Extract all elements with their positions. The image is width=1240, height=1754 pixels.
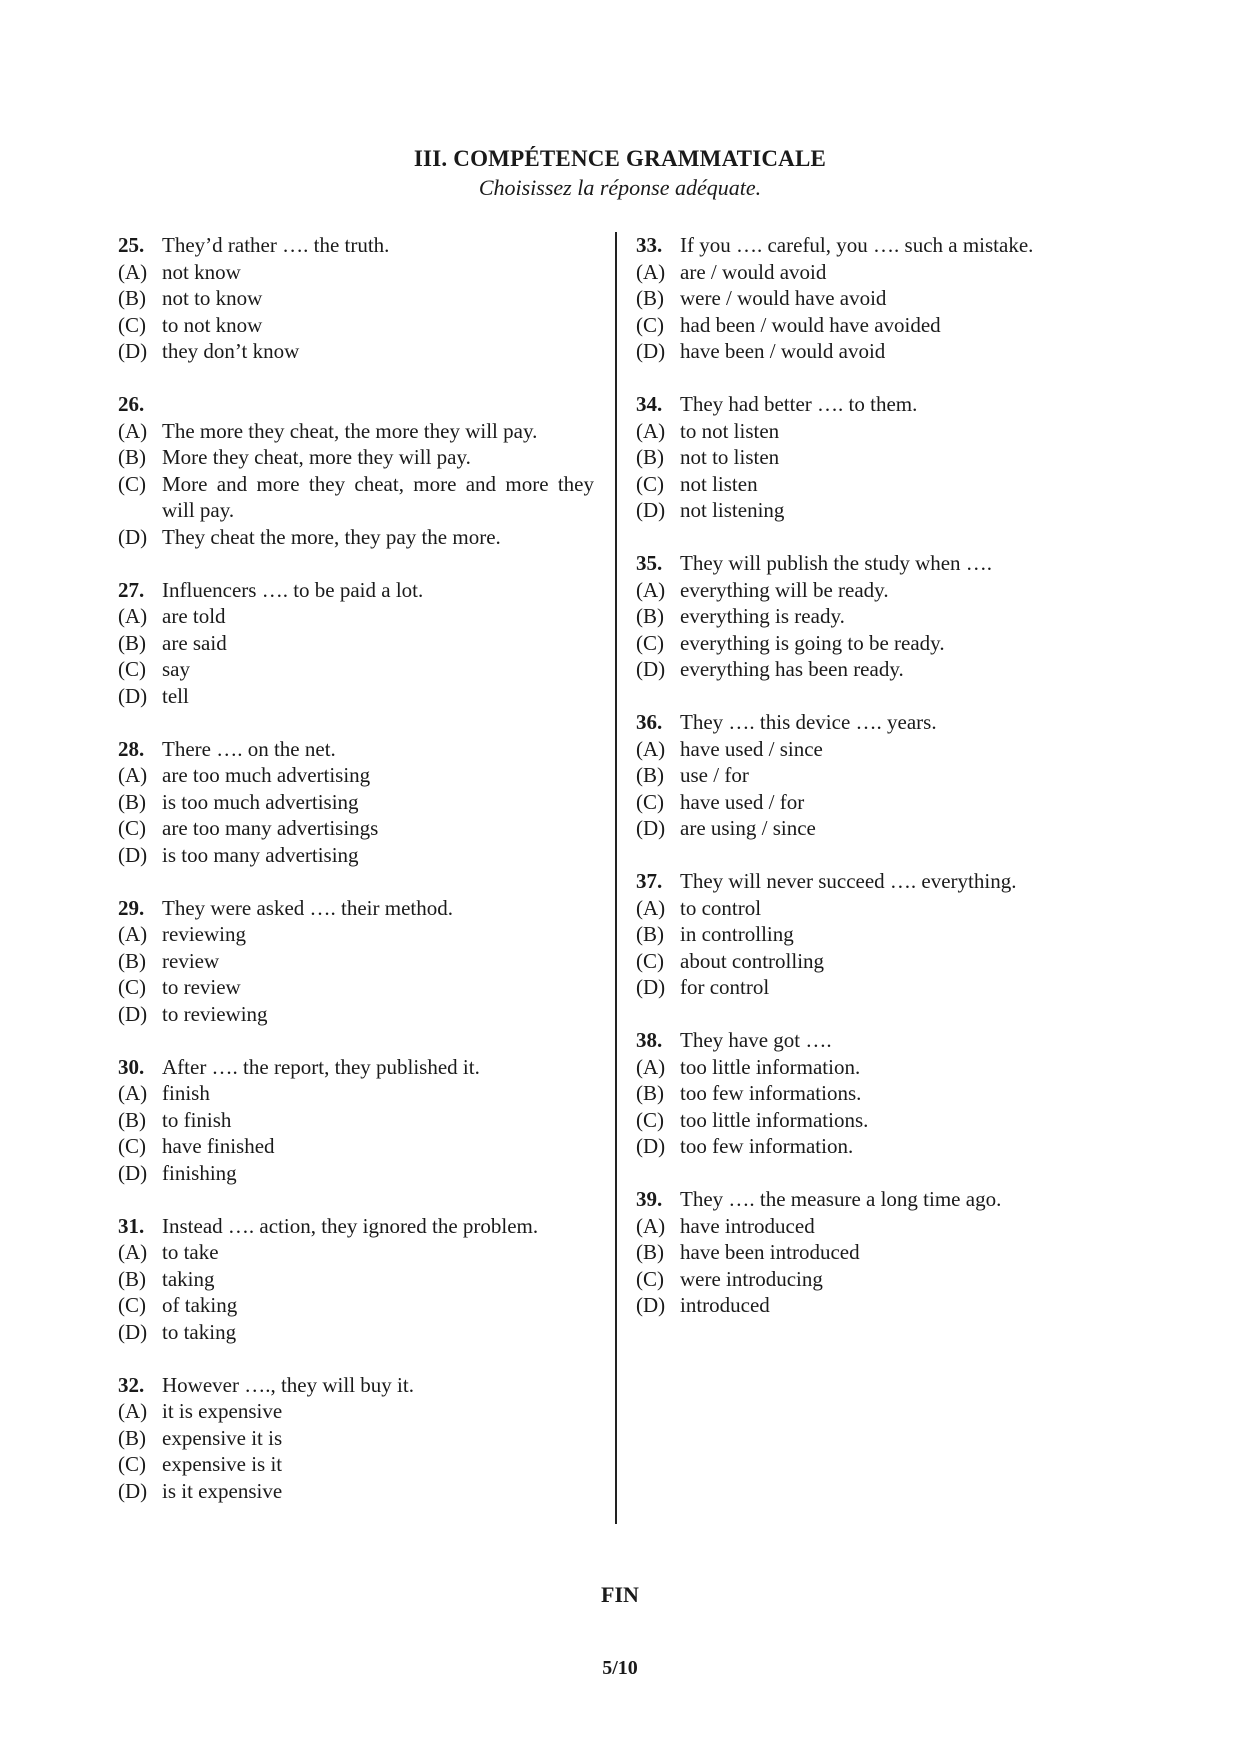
question-number: 27. (118, 577, 145, 602)
question-number: 29. (118, 895, 145, 920)
question-block (636, 232, 1112, 365)
section-header (0, 144, 1240, 202)
option-text: are using / since (680, 816, 816, 840)
option-text: about controlling (680, 948, 825, 973)
answer-option[interactable] (118, 630, 594, 657)
question-number: 35. (636, 551, 663, 575)
option-label: (D) (118, 1001, 148, 1026)
left-question-column (118, 232, 594, 1531)
answer-option[interactable] (636, 815, 1112, 842)
option-text: to taking (162, 1319, 237, 1344)
option-label: (A) (118, 259, 148, 284)
question-number: 30. (118, 1054, 145, 1079)
option-text: are told (162, 604, 226, 628)
option-text: have finished (162, 1134, 275, 1158)
option-label: (D) (118, 524, 148, 549)
question-block (118, 736, 594, 869)
option-label: (C) (118, 312, 146, 337)
option-label: (A) (118, 604, 148, 628)
option-text: everything is going to be ready. (680, 630, 945, 655)
option-label: (D) (636, 1293, 666, 1317)
option-text: review (162, 948, 220, 973)
option-label: (D) (118, 1319, 148, 1344)
answer-option[interactable] (636, 285, 1112, 312)
option-text: not to listen (680, 445, 780, 469)
answer-option[interactable] (636, 948, 1112, 975)
option-text: had been / would have avoided (680, 312, 941, 337)
question-line (636, 868, 1112, 895)
question-stem: They’d rather …. the truth. (162, 233, 390, 257)
question-block (118, 1213, 594, 1346)
option-text: expensive it is (162, 1425, 283, 1450)
section-title: III. COMPÉTENCE GRAMMATICALE (413, 146, 827, 171)
answer-option[interactable] (118, 1451, 594, 1478)
option-text: not to know (162, 286, 263, 310)
question-number: 34. (636, 392, 663, 416)
answer-option[interactable] (118, 1001, 594, 1028)
question-block (636, 709, 1112, 842)
answer-option[interactable] (118, 603, 594, 630)
option-label: (D) (118, 1478, 148, 1503)
answer-option[interactable] (118, 444, 594, 471)
option-text: More they cheat, more they will pay. (162, 445, 471, 469)
answer-option[interactable] (118, 338, 594, 365)
option-text: say (162, 657, 190, 681)
option-label: (B) (636, 763, 664, 787)
option-label: (C) (636, 948, 664, 973)
end-label: FIN (601, 1582, 639, 1607)
option-text: tell (162, 683, 189, 708)
question-stem: After …. the report, they published it. (162, 1054, 480, 1079)
option-text: too few information. (680, 1134, 854, 1158)
option-label: (A) (636, 1213, 666, 1238)
option-label: (A) (636, 259, 666, 284)
option-text: have been introduced (680, 1240, 860, 1264)
question-block (118, 1372, 594, 1505)
answer-option[interactable] (118, 471, 594, 524)
option-label: (C) (118, 471, 146, 496)
question-stem: They had better …. to them. (680, 392, 918, 416)
answer-option[interactable] (118, 1319, 594, 1346)
option-text: have been / would avoid (680, 339, 886, 363)
option-text: to take (162, 1240, 219, 1264)
option-label: (B) (118, 286, 146, 310)
option-text: everything will be ready. (680, 577, 889, 602)
question-block (636, 391, 1112, 524)
option-text: too little informations. (680, 1107, 869, 1132)
answer-option[interactable] (636, 736, 1112, 763)
option-label: (D) (636, 339, 666, 363)
answer-option[interactable] (118, 1239, 594, 1266)
option-label: (C) (118, 1134, 146, 1158)
question-number: 32. (118, 1372, 145, 1397)
answer-option[interactable] (636, 497, 1112, 524)
option-label: (D) (636, 975, 666, 999)
option-text: are / would avoid (680, 259, 827, 284)
option-text: not listen (680, 471, 758, 496)
option-text: to review (162, 975, 241, 999)
answer-option[interactable] (118, 921, 594, 948)
option-text: have introduced (680, 1213, 815, 1238)
question-stem: Instead …. action, they ignored the problem. (162, 1213, 539, 1238)
option-label: (B) (636, 445, 664, 469)
answer-option[interactable] (118, 789, 594, 816)
option-label: (D) (118, 683, 148, 708)
option-label: (B) (636, 604, 664, 628)
answer-option[interactable] (118, 259, 594, 286)
question-stem: Influencers …. to be paid a lot. (162, 577, 424, 602)
answer-option[interactable] (636, 1133, 1112, 1160)
option-text: not know (162, 259, 241, 284)
question-number: 33. (636, 233, 663, 257)
answer-option[interactable] (636, 603, 1112, 630)
option-text: finishing (162, 1160, 237, 1185)
option-text: have used / for (680, 789, 805, 814)
option-text: for control (680, 975, 770, 999)
question-number: 38. (636, 1028, 663, 1052)
answer-option[interactable] (636, 312, 1112, 339)
answer-option[interactable] (636, 444, 1112, 471)
option-label: (A) (118, 1240, 148, 1264)
question-block (118, 232, 594, 365)
question-stem: They will publish the study when …. (680, 551, 993, 575)
answer-option[interactable] (636, 1107, 1112, 1134)
option-label: (D) (636, 816, 666, 840)
option-text: are said (162, 630, 227, 655)
answer-option[interactable] (118, 1425, 594, 1452)
option-text: taking (162, 1266, 215, 1291)
question-number: 39. (636, 1187, 663, 1211)
question-number: 31. (118, 1213, 145, 1238)
question-line (118, 895, 594, 922)
option-text: too few informations. (680, 1081, 862, 1105)
option-text: to control (680, 895, 762, 920)
answer-option[interactable] (636, 921, 1112, 948)
answer-option[interactable] (118, 1107, 594, 1134)
question-block (636, 550, 1112, 683)
answer-option[interactable] (118, 842, 594, 869)
question-stem: If you …. careful, you …. such a mistake. (680, 233, 1034, 257)
option-text: everything has been ready. (680, 657, 904, 681)
answer-option[interactable] (636, 1292, 1112, 1319)
option-label: (D) (118, 339, 148, 363)
option-text: More and more they cheat, more and more they will pay. (162, 471, 594, 522)
option-label: (B) (636, 922, 664, 946)
question-block (118, 1054, 594, 1187)
option-text: introduced (680, 1293, 770, 1317)
option-label: (B) (118, 948, 146, 973)
question-number: 36. (636, 710, 663, 734)
option-label: (C) (636, 471, 664, 496)
answer-option[interactable] (118, 948, 594, 975)
answer-option[interactable] (636, 418, 1112, 445)
option-label: (C) (118, 1452, 146, 1476)
question-stem: However …., they will buy it. (162, 1372, 414, 1397)
question-block (636, 1027, 1112, 1160)
option-label: (B) (636, 1081, 664, 1105)
page-number: 5/10 (602, 1657, 638, 1679)
question-line (118, 577, 594, 604)
answer-option[interactable] (118, 524, 594, 551)
option-label: (A) (118, 922, 148, 946)
option-text: use / for (680, 763, 749, 787)
option-text: is too much advertising (162, 789, 359, 814)
question-stem: They …. this device …. years. (680, 710, 937, 734)
option-label: (B) (118, 445, 146, 469)
option-label: (C) (118, 975, 146, 999)
option-label: (B) (118, 789, 146, 814)
option-label: (B) (636, 1240, 664, 1264)
option-label: (A) (636, 736, 666, 761)
option-label: (B) (636, 286, 664, 310)
option-text: is it expensive (162, 1478, 283, 1503)
answer-option[interactable] (636, 259, 1112, 286)
question-block (636, 1186, 1112, 1319)
question-line (636, 1027, 1112, 1054)
question-line (118, 1054, 594, 1081)
option-text: to finish (162, 1107, 232, 1132)
option-text: are too much advertising (162, 763, 371, 787)
answer-option[interactable] (118, 1133, 594, 1160)
answer-option[interactable] (636, 895, 1112, 922)
answer-option[interactable] (636, 1080, 1112, 1107)
option-label: (D) (636, 657, 666, 681)
option-label: (A) (118, 1399, 148, 1423)
option-text: in controlling (680, 922, 794, 946)
answer-option[interactable] (118, 1398, 594, 1425)
question-stem: They have got …. (680, 1028, 832, 1052)
question-line (118, 736, 594, 763)
option-label: (A) (636, 418, 666, 443)
option-text: it is expensive (162, 1399, 283, 1423)
question-block (118, 895, 594, 1028)
answer-option[interactable] (636, 630, 1112, 657)
option-label: (D) (636, 498, 666, 522)
answer-option[interactable] (636, 1213, 1112, 1240)
answer-option[interactable] (118, 1080, 594, 1107)
option-text: everything is ready. (680, 604, 845, 628)
option-label: (A) (636, 577, 666, 602)
option-label: (D) (118, 842, 148, 867)
option-label: (D) (118, 1160, 148, 1185)
column-divider (615, 232, 617, 1524)
question-line (636, 391, 1112, 418)
option-text: expensive is it (162, 1452, 283, 1476)
option-text: they don’t know (162, 339, 300, 363)
option-label: (C) (118, 816, 146, 840)
question-block (636, 868, 1112, 1001)
answer-option[interactable] (636, 1239, 1112, 1266)
option-text: too little information. (680, 1054, 861, 1079)
option-label: (A) (118, 763, 148, 787)
option-text: reviewing (162, 922, 246, 946)
option-label: (D) (636, 1134, 666, 1158)
answer-option[interactable] (636, 577, 1112, 604)
question-block (118, 391, 594, 550)
question-number: 28. (118, 736, 145, 761)
answer-option[interactable] (118, 815, 594, 842)
option-label: (A) (636, 895, 666, 920)
answer-option[interactable] (118, 1160, 594, 1187)
option-label: (C) (636, 1107, 664, 1132)
question-line (636, 232, 1112, 259)
option-text: of taking (162, 1293, 238, 1317)
option-text: They cheat the more, they pay the more. (162, 524, 501, 549)
question-line (118, 1213, 594, 1240)
instruction-text: Choisissez la réponse adéquate. (478, 175, 762, 200)
answer-option[interactable] (118, 312, 594, 339)
answer-option[interactable] (636, 974, 1112, 1001)
answer-option[interactable] (118, 418, 594, 445)
answer-option[interactable] (118, 1478, 594, 1505)
question-line (118, 391, 594, 418)
question-number: 26. (118, 392, 145, 416)
answer-option[interactable] (118, 1266, 594, 1293)
answer-option[interactable] (118, 762, 594, 789)
option-text: to not listen (680, 418, 780, 443)
answer-option[interactable] (636, 789, 1112, 816)
option-label: (A) (118, 418, 148, 443)
option-label: (C) (636, 789, 664, 814)
answer-option[interactable] (636, 1054, 1112, 1081)
option-label: (B) (118, 1425, 146, 1450)
question-stem: They will never succeed …. everything. (680, 869, 1017, 893)
answer-option[interactable] (636, 338, 1112, 365)
answer-option[interactable] (118, 1292, 594, 1319)
answer-option[interactable] (636, 471, 1112, 498)
answer-option[interactable] (118, 285, 594, 312)
option-label: (B) (118, 1266, 146, 1291)
option-text: The more they cheat, the more they will pay. (162, 418, 538, 443)
question-number: 37. (636, 869, 663, 893)
option-text: finish (162, 1081, 210, 1105)
question-line (636, 550, 1112, 577)
option-text: have used / since (680, 736, 823, 761)
option-label: (A) (118, 1081, 148, 1105)
option-text: were introducing (680, 1266, 823, 1291)
answer-option[interactable] (636, 656, 1112, 683)
right-question-column (636, 232, 1112, 1345)
question-stem: They were asked …. their method. (162, 895, 453, 920)
question-number: 25. (118, 233, 145, 257)
question-stem: They …. the measure a long time ago. (680, 1187, 1002, 1211)
answer-option[interactable] (118, 656, 594, 683)
answer-option[interactable] (636, 1266, 1112, 1293)
question-line (636, 709, 1112, 736)
answer-option[interactable] (118, 683, 594, 710)
option-text: are too many advertisings (162, 816, 379, 840)
option-text: not listening (680, 498, 785, 522)
question-line (118, 1372, 594, 1399)
option-label: (B) (118, 630, 146, 655)
option-label: (C) (636, 630, 664, 655)
question-line (118, 232, 594, 259)
answer-option[interactable] (118, 974, 594, 1001)
question-stem: There …. on the net. (162, 736, 336, 761)
option-label: (C) (118, 657, 146, 681)
option-label: (A) (636, 1054, 666, 1079)
option-label: (B) (118, 1107, 146, 1132)
option-label: (C) (636, 312, 664, 337)
option-text: is too many advertising (162, 842, 359, 867)
question-block (118, 577, 594, 710)
option-label: (C) (636, 1266, 664, 1291)
question-line (636, 1186, 1112, 1213)
option-text: to reviewing (162, 1001, 268, 1026)
option-text: were / would have avoid (680, 286, 887, 310)
option-label: (C) (118, 1293, 146, 1317)
answer-option[interactable] (636, 762, 1112, 789)
option-text: to not know (162, 312, 263, 337)
